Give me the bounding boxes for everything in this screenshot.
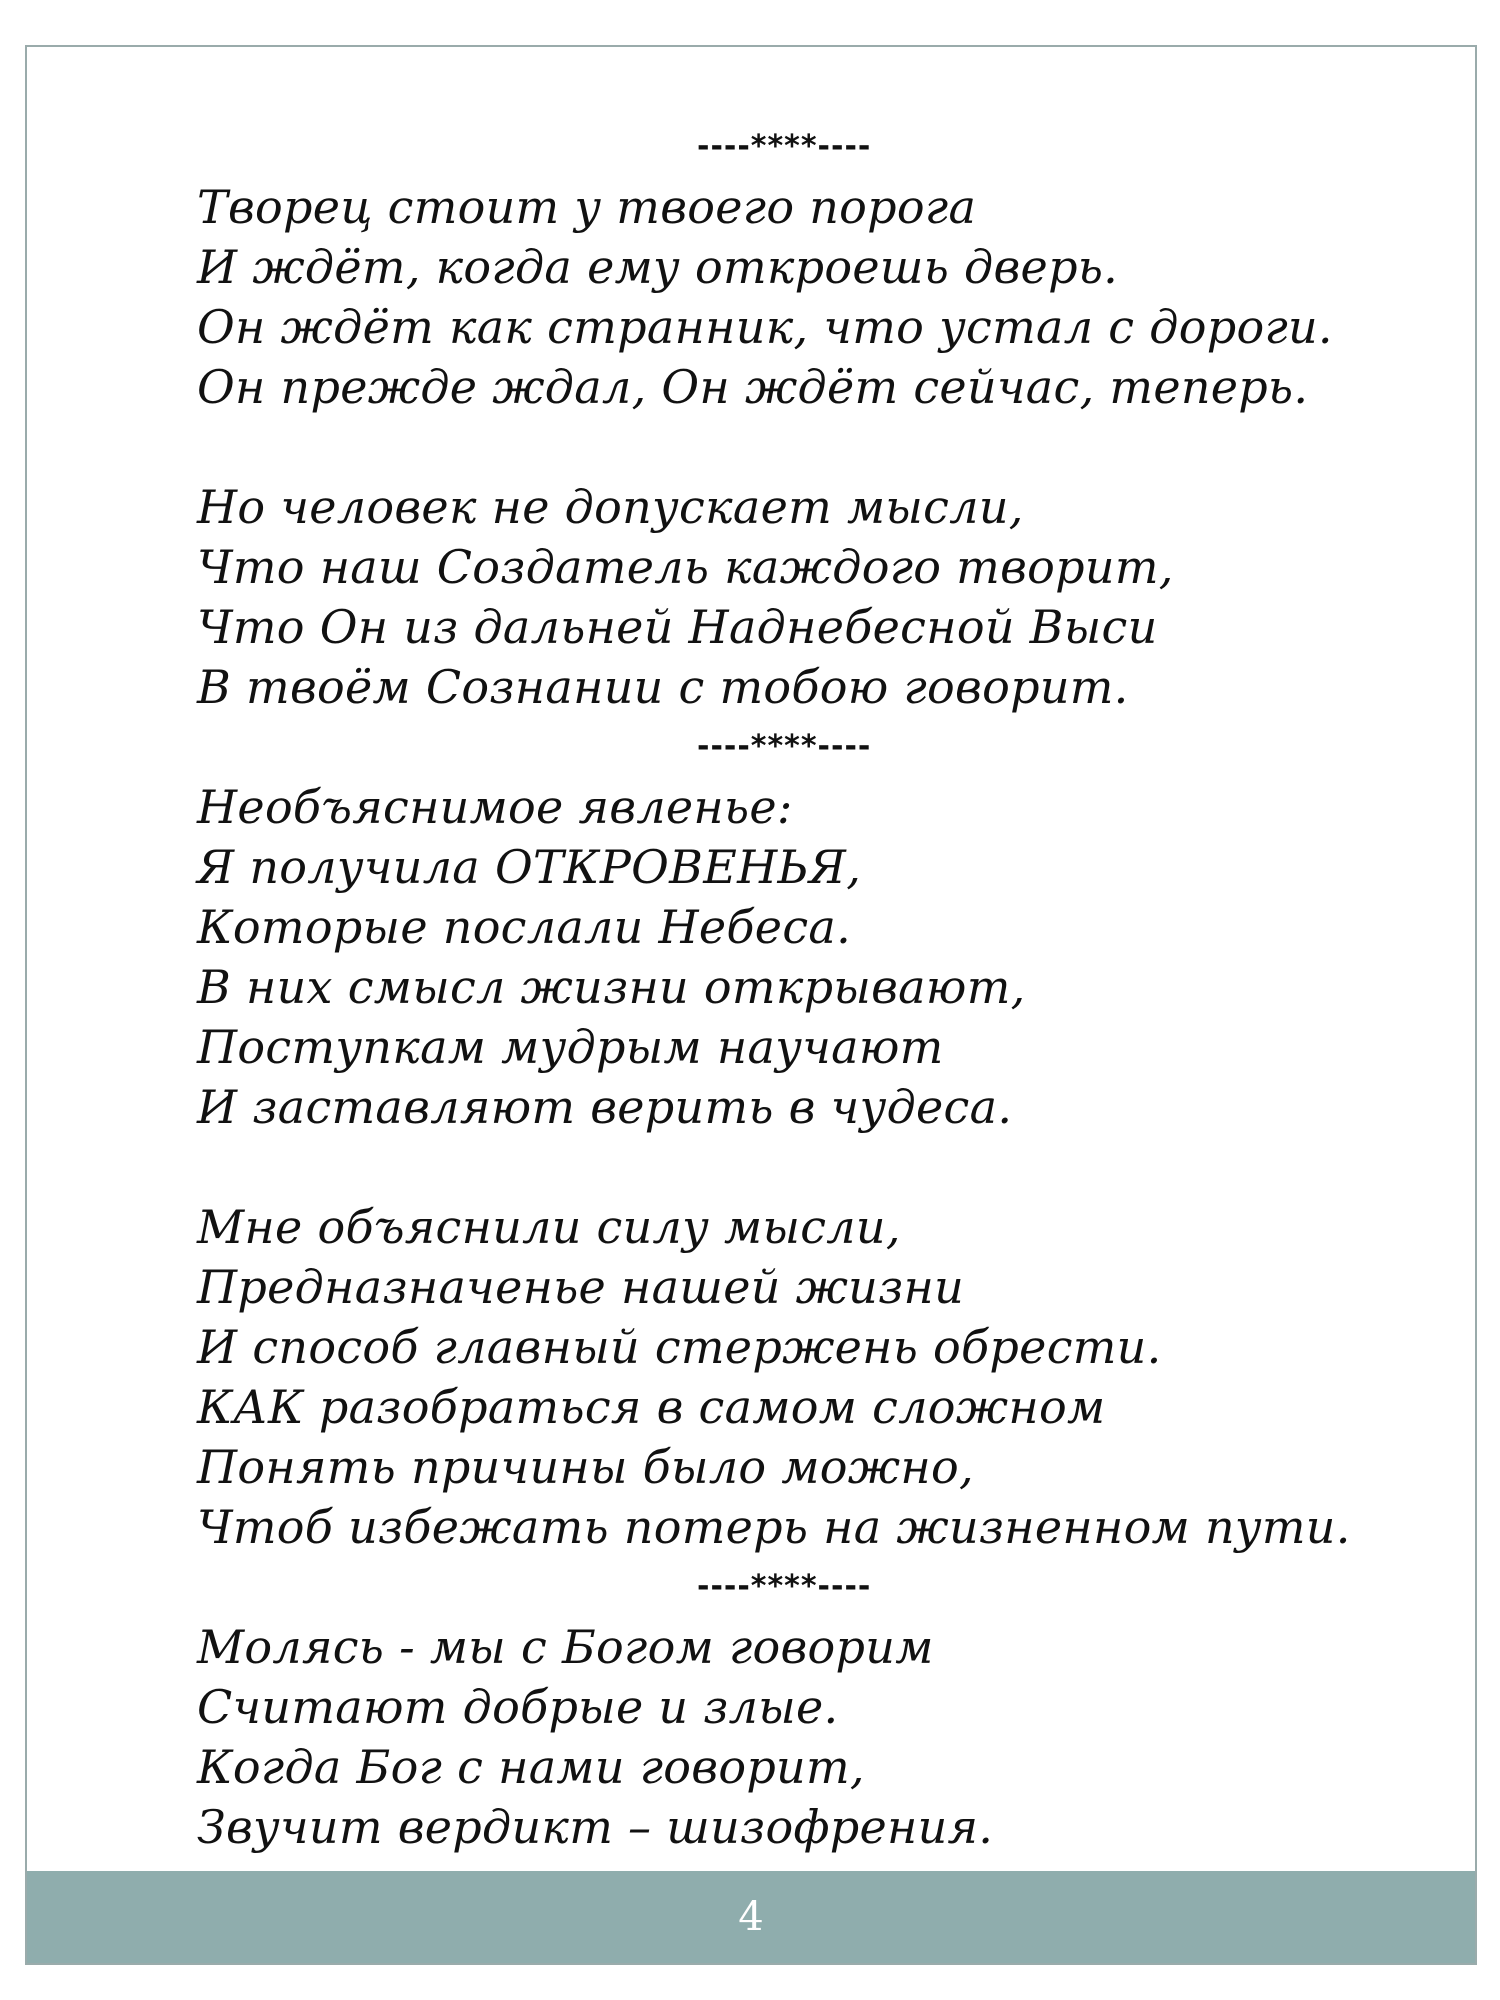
poem-line: Молясь - мы с Богом говорим [197, 1620, 934, 1674]
poem-line: Творец стоит у твоего порога [197, 180, 977, 234]
poem-line: КАК разобраться в самом сложном [197, 1380, 1106, 1434]
poem-line: И ждёт, когда ему откроешь дверь. [197, 240, 1119, 294]
poem-line: Мне объяснили силу мысли, [197, 1200, 901, 1254]
poem-line: Звучит вердикт – шизофрения. [197, 1800, 994, 1854]
stanza-gap [197, 417, 1397, 477]
stanza-gap [197, 1137, 1397, 1197]
poem-line: И заставляют верить в чудеса. [197, 1080, 1013, 1134]
poem-line: Я получила ОТКРОВЕНЬЯ, [197, 840, 862, 894]
poem-line: Необъяснимое явленье: [197, 780, 793, 834]
poem-line: Понять причины было можно, [197, 1440, 974, 1494]
page-frame [25, 45, 1477, 1965]
poem-body [197, 117, 1397, 1857]
footer-bar [27, 1871, 1475, 1963]
separator: ----****---- [697, 129, 872, 164]
poem-line: Которые послали Небеса. [197, 900, 852, 954]
poem-line: Предназначенье нашей жизни [197, 1260, 965, 1314]
poem-line: В них смысл жизни открывают, [197, 960, 1026, 1014]
separator: ----****---- [697, 729, 872, 764]
page-number: 4 [738, 1894, 764, 1940]
poem-line: Чтоб избежать потерь на жизненном пути. [197, 1500, 1351, 1554]
poem-line: Что Он из дальней Наднебесной Выси [197, 600, 1158, 654]
poem-line: И способ главный стержень обрести. [197, 1320, 1162, 1374]
poem-line: Но человек не допускает мысли, [197, 480, 1024, 534]
poem-line: Когда Бог с нами говорит, [197, 1740, 865, 1794]
poem-line: Он ждёт как странник, что устал с дороги. [197, 300, 1333, 354]
poem-line: Поступкам мудрым научают [197, 1020, 944, 1074]
poem-line: Он прежде ждал, Он ждёт сейчас, теперь. [197, 360, 1309, 414]
poem-line: Считают добрые и злые. [197, 1680, 839, 1734]
poem-line: В твоём Сознании с тобою говорит. [197, 660, 1129, 714]
separator: ----****---- [697, 1569, 872, 1604]
poem-line: Что наш Создатель каждого творит, [197, 540, 1174, 594]
